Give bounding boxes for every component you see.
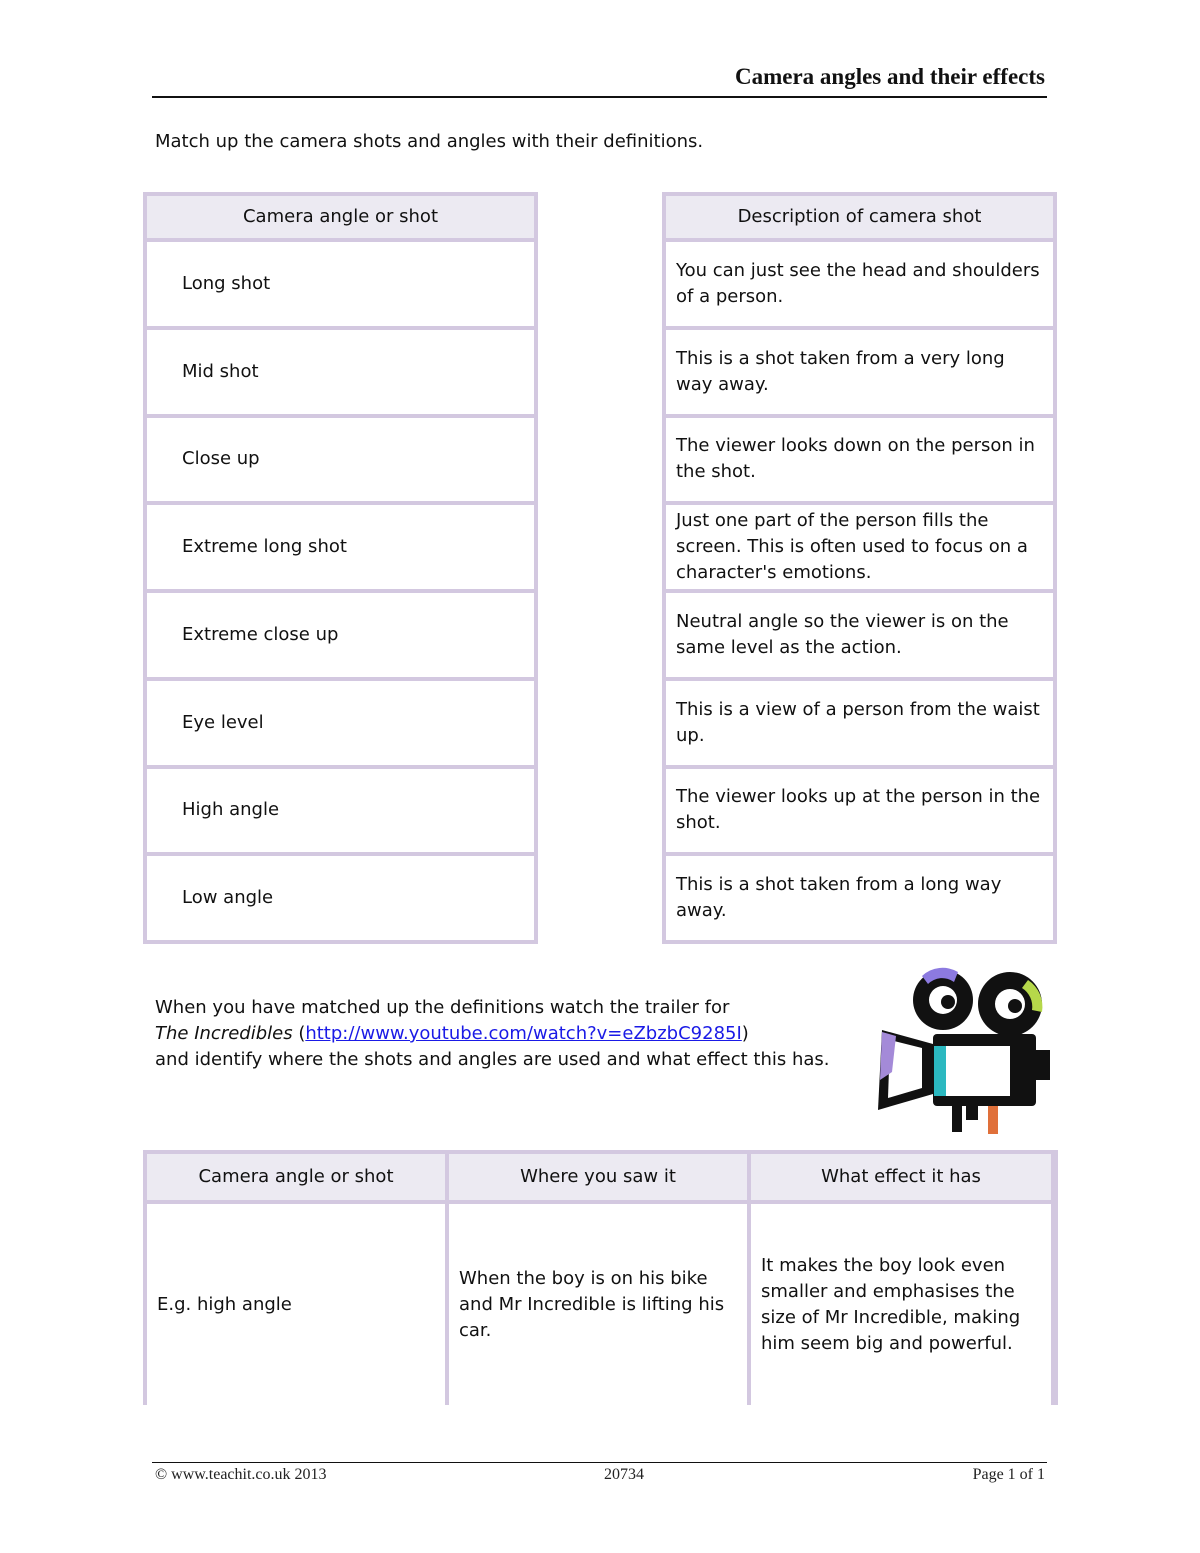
effects-example-cell: When the boy is on his bike and Mr Incredible is lifting his car.: [449, 1204, 747, 1405]
page-title: Camera angles and their effects: [734, 64, 1045, 89]
effects-example-cell: E.g. high angle: [147, 1204, 445, 1405]
camera-angle-item: High angle: [147, 769, 534, 853]
effects-header: What effect it has: [751, 1154, 1051, 1200]
camera-angle-item: Mid shot: [147, 330, 534, 414]
close-paren: ): [741, 1023, 749, 1044]
footer-page-number: Page 1 of 1: [972, 1466, 1045, 1483]
description-item: The viewer looks up at the person in the shot.: [666, 769, 1053, 853]
camera-angle-header: Camera angle or shot: [147, 196, 534, 238]
description-item: This is a shot taken from a very long way away.: [666, 330, 1053, 414]
description-item: You can just see the head and shoulders of a person.: [666, 242, 1053, 326]
description-item: The viewer looks down on the person in the shot.: [666, 418, 1053, 502]
effects-example-cell: It makes the boy look even smaller and emphasises the size of Mr Incredible, making him seem big and powerful.: [751, 1204, 1051, 1405]
footer-rule: [152, 1462, 1047, 1463]
instructions-line: When you have matched up the definitions watch the trailer for: [155, 997, 730, 1018]
footer-copyright: © www.teachit.co.uk 2013: [155, 1466, 327, 1483]
description-header: Description of camera shot: [666, 196, 1053, 238]
header-rule: [152, 96, 1047, 98]
description-item: Neutral angle so the viewer is on the same level as the action.: [666, 593, 1053, 677]
trailer-link[interactable]: http://www.youtube.com/watch?v=eZbzbC9285I: [305, 1023, 742, 1044]
film-title: The Incredibles: [155, 1023, 293, 1044]
camera-angle-item: Extreme long shot: [147, 505, 534, 589]
description-item: This is a shot taken from a long way away.: [666, 856, 1053, 940]
description-table: [662, 192, 1057, 944]
footer-resource-code: 20734: [604, 1466, 644, 1483]
camera-angle-item: Extreme close up: [147, 593, 534, 677]
effects-header: Camera angle or shot: [147, 1154, 445, 1200]
effects-header: Where you saw it: [449, 1154, 747, 1200]
camera-angle-table: [143, 192, 538, 944]
description-item: This is a view of a person from the waist up.: [666, 681, 1053, 765]
description-item: Just one part of the person fills the screen. This is often used to focus on a character's emotions.: [666, 505, 1053, 589]
effects-table: [143, 1150, 1058, 1405]
film-camera-icon: [868, 962, 1060, 1137]
camera-angle-item: Low angle: [147, 856, 534, 940]
intro-text: Match up the camera shots and angles with their definitions.: [155, 131, 704, 152]
camera-angle-item: Close up: [147, 418, 534, 502]
open-paren: (: [292, 1023, 306, 1044]
trailer-instructions: [155, 995, 835, 1073]
camera-angle-item: Long shot: [147, 242, 534, 326]
camera-angle-item: Eye level: [147, 681, 534, 765]
instructions-line: and identify where the shots and angles are used and what effect this has.: [155, 1049, 830, 1070]
